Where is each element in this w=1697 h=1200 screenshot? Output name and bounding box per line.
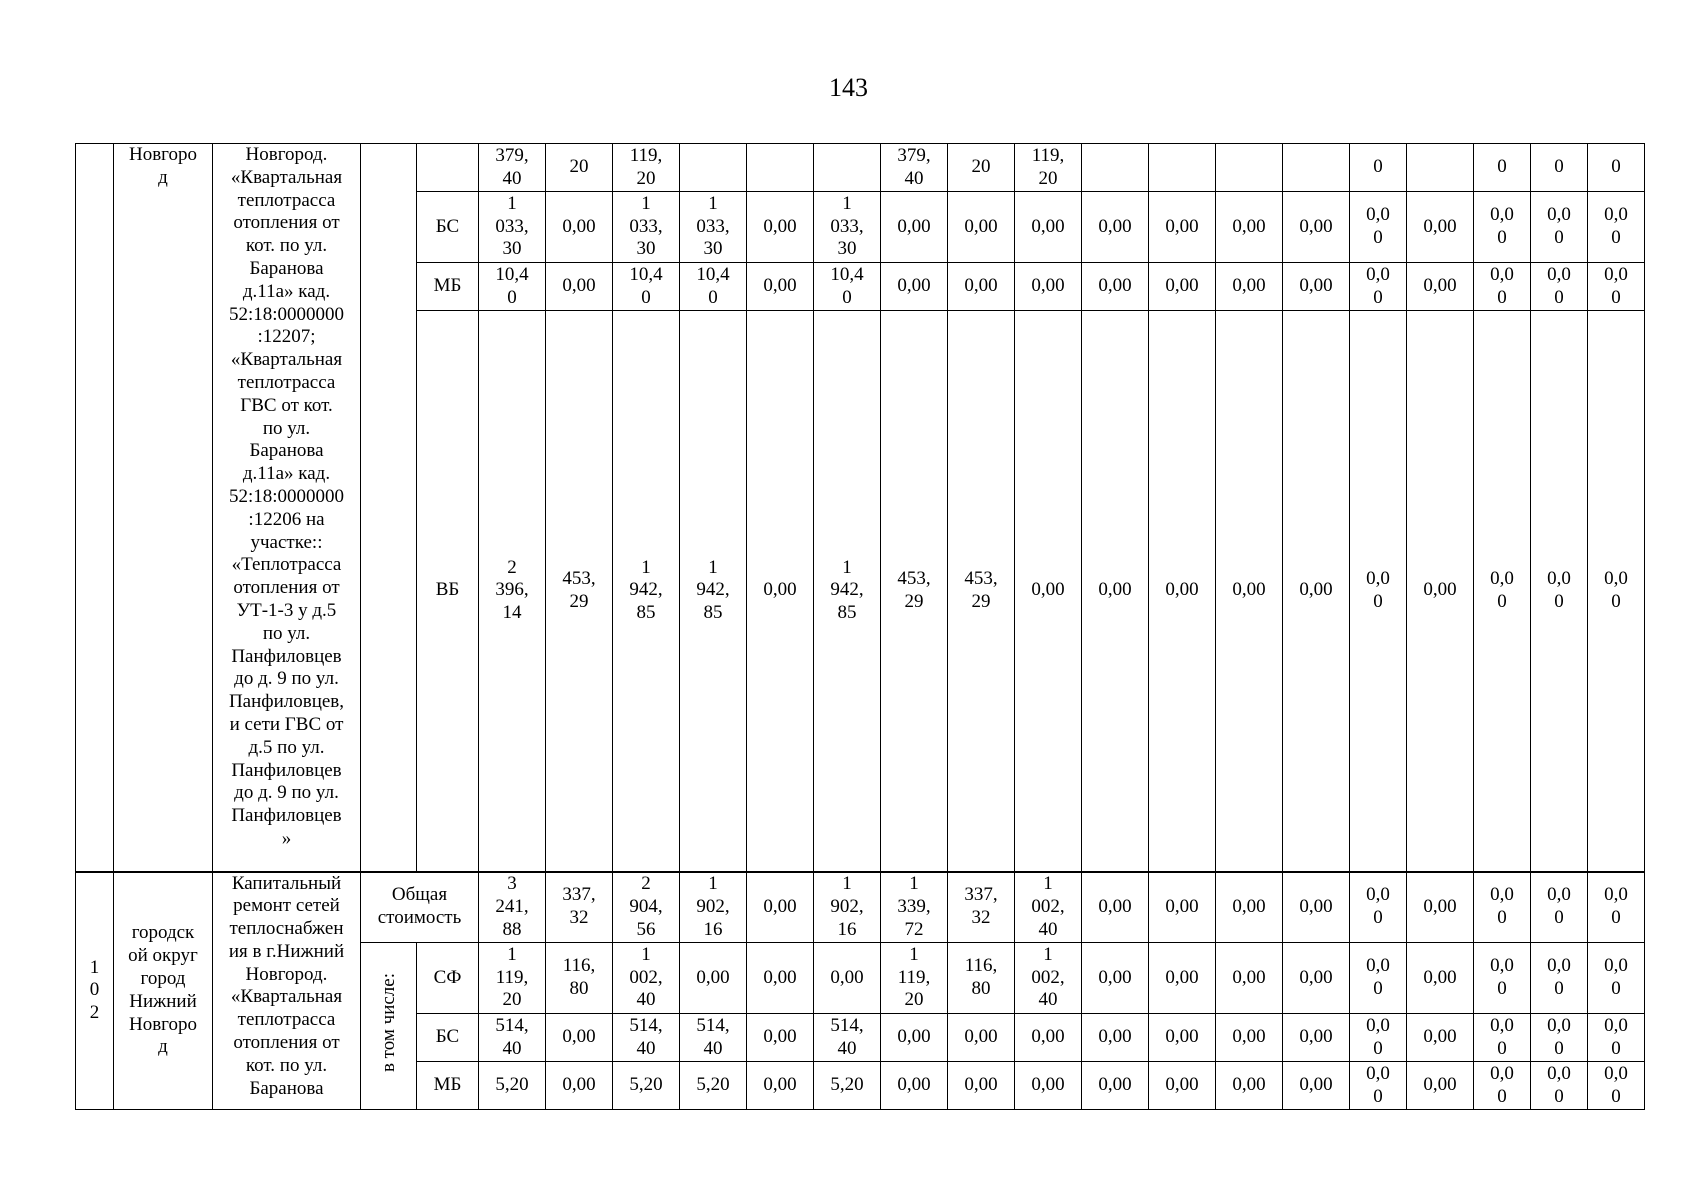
- value-cell: 0,00: [1216, 192, 1283, 263]
- value-cell: 1 942, 85: [814, 311, 881, 872]
- value-cell: 1 902, 16: [680, 872, 747, 943]
- value-cell: 0,0 0: [1350, 872, 1407, 943]
- value-cell: 0,00: [881, 263, 948, 311]
- value-cell: [1283, 144, 1350, 192]
- value-cell: 0,00: [1407, 311, 1474, 872]
- value-cell: 0,0 0: [1350, 1014, 1407, 1062]
- value-cell: 5,20: [814, 1062, 881, 1110]
- value-cell: [747, 144, 814, 192]
- value-cell: 1 033, 30: [680, 192, 747, 263]
- value-cell: 1 002, 40: [1015, 872, 1082, 943]
- row-number-cell-continued: [76, 144, 114, 872]
- object-description-cell: Капитальный ремонт сетей теплоснабжен ия в г.Нижний Новгород. «Квартальная теплотрасса отопления от кот. по ул. Баранова: [213, 872, 361, 1110]
- table-row: [76, 144, 1645, 192]
- value-cell: 0: [1350, 144, 1407, 192]
- value-cell: 0,00: [1082, 311, 1149, 872]
- value-cell: 0,0 0: [1474, 1014, 1531, 1062]
- value-cell: 1 942, 85: [613, 311, 680, 872]
- value-cell: 5,20: [479, 1062, 546, 1110]
- value-cell: 0,0 0: [1588, 872, 1645, 943]
- value-cell: 0,0 0: [1588, 263, 1645, 311]
- value-cell: 453, 29: [948, 311, 1015, 872]
- value-cell: 0,00: [1015, 311, 1082, 872]
- value-cell: 0,00: [948, 263, 1015, 311]
- value-cell: 0,0 0: [1474, 311, 1531, 872]
- value-cell: 0,00: [1283, 872, 1350, 943]
- value-cell: 1 033, 30: [613, 192, 680, 263]
- value-cell: 10,4 0: [613, 263, 680, 311]
- value-cell: 0,00: [747, 1014, 814, 1062]
- value-cell: 1 902, 16: [814, 872, 881, 943]
- value-cell: 116, 80: [948, 943, 1015, 1014]
- value-cell: 5,20: [680, 1062, 747, 1110]
- source-label-cell: МБ: [417, 1062, 479, 1110]
- value-cell: 1 119, 20: [479, 943, 546, 1014]
- value-cell: 20: [948, 144, 1015, 192]
- value-cell: 0,0 0: [1350, 1062, 1407, 1110]
- value-cell: 0,00: [1407, 1062, 1474, 1110]
- value-cell: 0,00: [546, 263, 613, 311]
- value-cell: 10,4 0: [814, 263, 881, 311]
- value-cell: 0,0 0: [1531, 1062, 1588, 1110]
- value-cell: 0,00: [1082, 943, 1149, 1014]
- value-cell: 0,00: [1149, 872, 1216, 943]
- value-cell: 0,00: [1015, 263, 1082, 311]
- value-cell: 453, 29: [546, 311, 613, 872]
- value-cell: 5,20: [613, 1062, 680, 1110]
- value-cell: 514, 40: [680, 1014, 747, 1062]
- value-cell: 0,00: [1082, 872, 1149, 943]
- value-cell: [680, 144, 747, 192]
- value-cell: 514, 40: [613, 1014, 680, 1062]
- value-cell: 0,00: [1407, 872, 1474, 943]
- value-cell: 0,00: [747, 872, 814, 943]
- value-cell: 0,0 0: [1588, 1014, 1645, 1062]
- value-cell: 0,00: [1407, 1014, 1474, 1062]
- source-label-cell: [417, 144, 479, 192]
- value-cell: [1149, 144, 1216, 192]
- value-cell: 0,0 0: [1531, 872, 1588, 943]
- value-cell: 0,00: [948, 1014, 1015, 1062]
- including-label: в том числе:: [377, 973, 399, 1073]
- value-cell: 0,00: [1216, 311, 1283, 872]
- value-cell: 379, 40: [479, 144, 546, 192]
- value-cell: 0: [1588, 144, 1645, 192]
- value-cell: 0,0 0: [1588, 192, 1645, 263]
- value-cell: 0,00: [1149, 1062, 1216, 1110]
- value-cell: 0,0 0: [1474, 872, 1531, 943]
- value-cell: 20: [546, 144, 613, 192]
- value-cell: 0,00: [680, 943, 747, 1014]
- value-cell: 0,0 0: [1350, 192, 1407, 263]
- value-cell: [814, 144, 881, 192]
- value-cell: 514, 40: [814, 1014, 881, 1062]
- municipality-cell: городск ой округ город Нижний Новгоро д: [114, 872, 213, 1110]
- source-label-cell: БС: [417, 1014, 479, 1062]
- value-cell: 0,00: [1015, 1062, 1082, 1110]
- value-cell: 337, 32: [948, 872, 1015, 943]
- value-cell: 1 339, 72: [881, 872, 948, 943]
- value-cell: 0,00: [747, 1062, 814, 1110]
- value-cell: 0,00: [1149, 943, 1216, 1014]
- value-cell: 0,00: [1283, 311, 1350, 872]
- value-cell: 2 396, 14: [479, 311, 546, 872]
- value-cell: 0,00: [747, 311, 814, 872]
- value-cell: 116, 80: [546, 943, 613, 1014]
- value-cell: 1 033, 30: [814, 192, 881, 263]
- value-cell: 0,0 0: [1350, 263, 1407, 311]
- value-cell: 0,0 0: [1474, 943, 1531, 1014]
- value-cell: 119, 20: [613, 144, 680, 192]
- value-cell: 0,00: [747, 192, 814, 263]
- value-cell: 0,00: [1082, 1014, 1149, 1062]
- value-cell: 0,00: [1283, 263, 1350, 311]
- value-cell: 379, 40: [881, 144, 948, 192]
- value-cell: 0,00: [1216, 943, 1283, 1014]
- value-cell: 0,00: [1216, 1062, 1283, 1110]
- value-cell: 0: [1531, 144, 1588, 192]
- value-cell: 1 002, 40: [613, 943, 680, 1014]
- value-cell: 0,00: [546, 1014, 613, 1062]
- source-label-cell: МБ: [417, 263, 479, 311]
- value-cell: 0,0 0: [1531, 311, 1588, 872]
- page-number: 143: [829, 73, 868, 102]
- value-cell: 453, 29: [881, 311, 948, 872]
- value-cell: 0,0 0: [1474, 1062, 1531, 1110]
- funding-table: [75, 143, 1645, 1110]
- value-cell: 0: [1474, 144, 1531, 192]
- row-number-cell: 1 0 2: [76, 872, 114, 1110]
- source-label-cell: СФ: [417, 943, 479, 1014]
- source-label-cell: ВБ: [417, 311, 479, 872]
- value-cell: [1407, 144, 1474, 192]
- value-cell: 0,00: [1283, 943, 1350, 1014]
- value-cell: 0,00: [1082, 263, 1149, 311]
- including-cell-continued: [361, 144, 417, 872]
- value-cell: 0,00: [1216, 1014, 1283, 1062]
- value-cell: 0,00: [1216, 263, 1283, 311]
- value-cell: 337, 32: [546, 872, 613, 943]
- value-cell: 0,0 0: [1531, 263, 1588, 311]
- including-cell: [361, 943, 417, 1110]
- value-cell: 0,00: [546, 1062, 613, 1110]
- value-cell: 119, 20: [1015, 144, 1082, 192]
- value-cell: 10,4 0: [479, 263, 546, 311]
- value-cell: 0,0 0: [1531, 1014, 1588, 1062]
- value-cell: 0,0 0: [1350, 311, 1407, 872]
- value-cell: 1 119, 20: [881, 943, 948, 1014]
- value-cell: 3 241, 88: [479, 872, 546, 943]
- value-cell: [1216, 144, 1283, 192]
- value-cell: 0,0 0: [1588, 1062, 1645, 1110]
- value-cell: 0,00: [1283, 1062, 1350, 1110]
- value-cell: 0,0 0: [1588, 943, 1645, 1014]
- value-cell: 0,00: [814, 943, 881, 1014]
- value-cell: 0,00: [948, 1062, 1015, 1110]
- table-row: [76, 872, 1645, 943]
- value-cell: 0,0 0: [1531, 192, 1588, 263]
- value-cell: 0,00: [1407, 943, 1474, 1014]
- value-cell: 0,00: [1149, 192, 1216, 263]
- value-cell: 0,0 0: [1474, 192, 1531, 263]
- total-cost-label-cell: Общая стоимость: [361, 872, 479, 943]
- value-cell: 0,00: [881, 192, 948, 263]
- value-cell: 0,00: [1407, 263, 1474, 311]
- value-cell: 0,00: [1283, 1014, 1350, 1062]
- value-cell: 0,00: [1283, 192, 1350, 263]
- value-cell: 1 033, 30: [479, 192, 546, 263]
- value-cell: 0,00: [1082, 192, 1149, 263]
- value-cell: 0,00: [546, 192, 613, 263]
- value-cell: 514, 40: [479, 1014, 546, 1062]
- value-cell: 0,00: [881, 1014, 948, 1062]
- value-cell: 0,00: [1015, 1014, 1082, 1062]
- value-cell: 1 002, 40: [1015, 943, 1082, 1014]
- value-cell: 0,00: [1216, 872, 1283, 943]
- value-cell: 0,00: [1015, 192, 1082, 263]
- object-description-cell-continued: Новгород. «Квартальная теплотрасса отопления от кот. по ул. Баранова д.11а» кад. 52:18:0000000 :12207; «Квартальная теплотрасса ГВС от кот. по ул. Баранова д.11а» кад. 52:18:0000000 :12206 на участке:: «Теплотрасса отопления от УТ-1-3 у д.5 по ул. Панфиловцев до д. 9 по ул. Панфиловцев, и сети ГВС от д.5 по ул. Панфиловцев до д. 9 по ул. Панфиловцев »: [213, 144, 361, 872]
- value-cell: 2 904, 56: [613, 872, 680, 943]
- value-cell: 0,00: [747, 263, 814, 311]
- municipality-cell-continued: Новгоро д: [114, 144, 213, 872]
- value-cell: 0,00: [747, 943, 814, 1014]
- value-cell: 0,00: [1149, 1014, 1216, 1062]
- source-label-cell: БС: [417, 192, 479, 263]
- value-cell: 0,00: [1149, 311, 1216, 872]
- value-cell: 10,4 0: [680, 263, 747, 311]
- value-cell: 0,00: [1407, 192, 1474, 263]
- value-cell: 1 942, 85: [680, 311, 747, 872]
- value-cell: [1082, 144, 1149, 192]
- value-cell: 0,00: [1082, 1062, 1149, 1110]
- value-cell: 0,00: [948, 192, 1015, 263]
- value-cell: 0,0 0: [1531, 943, 1588, 1014]
- value-cell: 0,0 0: [1588, 311, 1645, 872]
- value-cell: 0,0 0: [1474, 263, 1531, 311]
- value-cell: 0,00: [881, 1062, 948, 1110]
- value-cell: 0,0 0: [1350, 943, 1407, 1014]
- value-cell: 0,00: [1149, 263, 1216, 311]
